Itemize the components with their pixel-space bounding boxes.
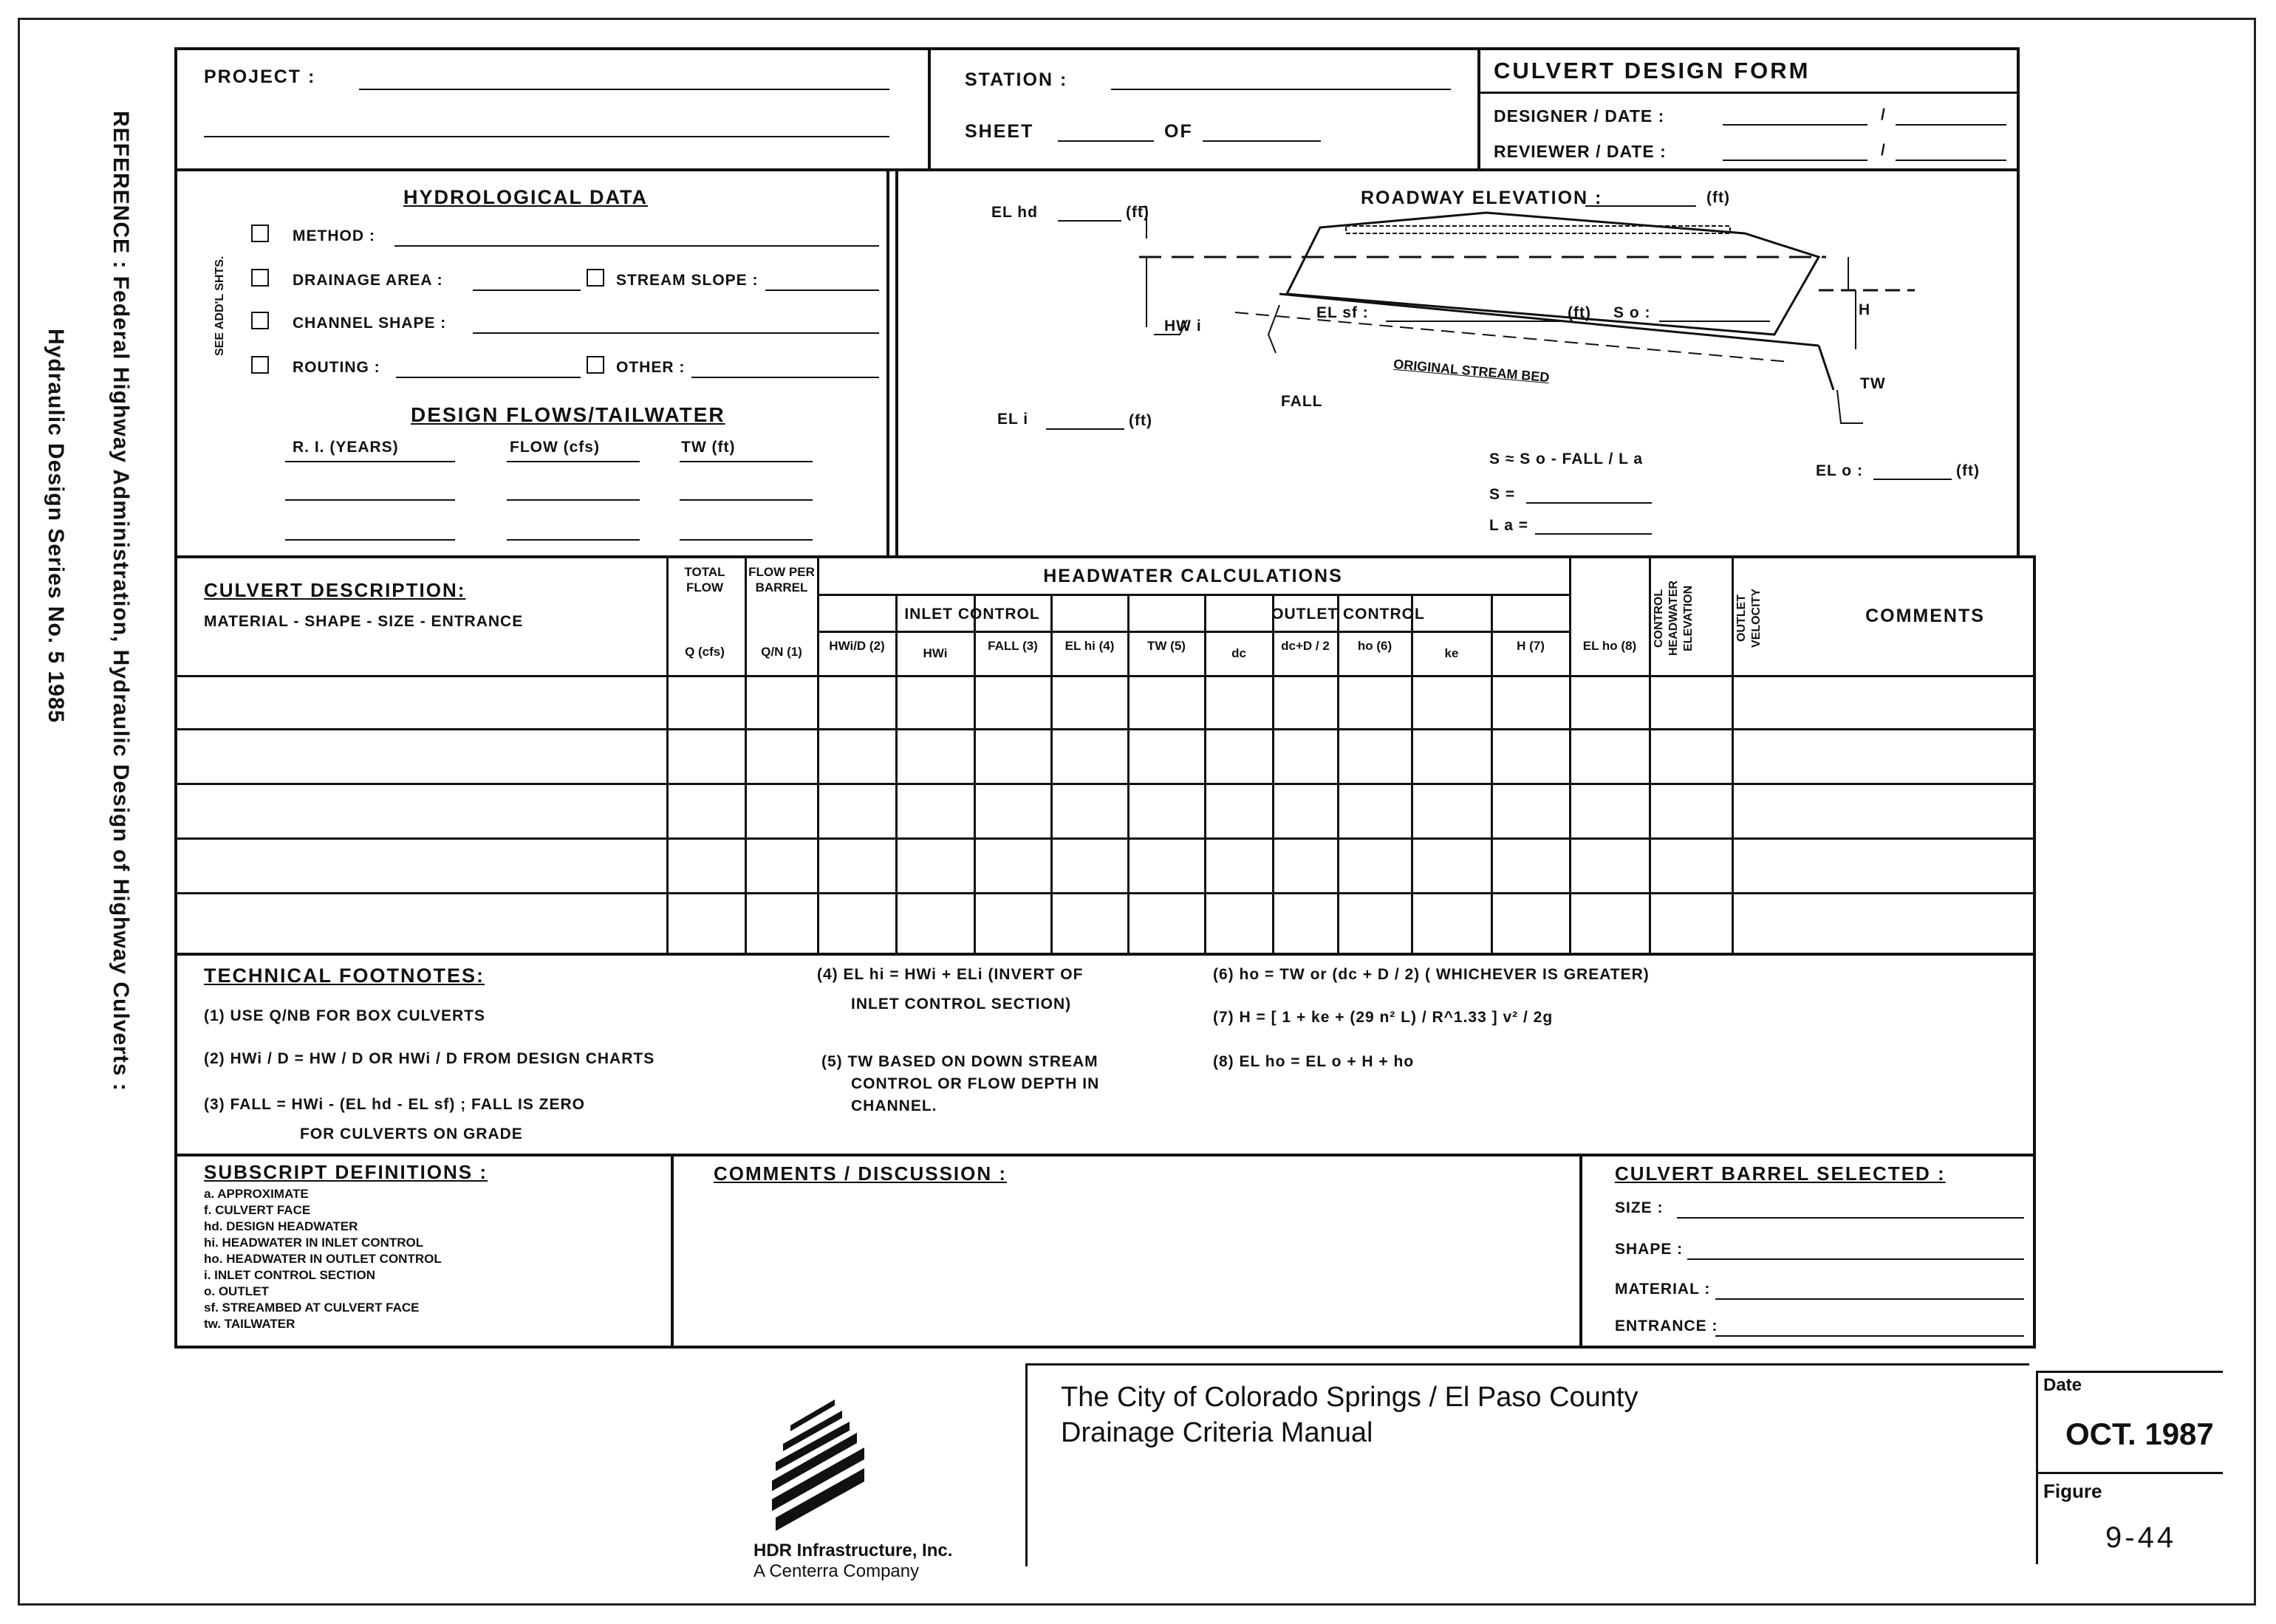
inlet-col-hwi: HWi (923, 646, 948, 660)
subscript-item-4: ho. HEADWATER IN OUTLET CONTROL (204, 1252, 442, 1266)
barrel-material-line[interactable] (1715, 1298, 2024, 1300)
project-label: PROJECT : (204, 66, 316, 87)
reviewer-date-line[interactable] (1896, 160, 2006, 161)
flow-per-barrel-label: FLOW PER BARREL (748, 565, 815, 595)
channel-shape-line[interactable] (473, 332, 879, 334)
other-label: OTHER : (616, 359, 686, 376)
col-divider-h (1491, 594, 1493, 956)
company-name: HDR Infrastructure, Inc. (753, 1541, 953, 1560)
barrel-material-label: MATERIAL : (1615, 1281, 1711, 1298)
sheet-label: SHEET (965, 121, 1034, 142)
col-divider-ho (1337, 594, 1339, 956)
hydrological-title: HYDROLOGICAL DATA (403, 186, 648, 208)
designer-date-line[interactable] (1896, 124, 2006, 126)
outlet-col-dcd: dc+D / 2 (1281, 639, 1330, 653)
inlet-control-title: INLET CONTROL (904, 606, 1040, 623)
culvert-description-title: CULVERT DESCRIPTION: (204, 579, 466, 601)
subscript-item-2: hd. DESIGN HEADWATER (204, 1219, 358, 1233)
outlet-col-ho: ho (6) (1357, 639, 1392, 653)
reference-line-2: Hydraulic Design Series No. 5 1985 (44, 329, 68, 724)
stream-slope-checkbox[interactable] (587, 269, 604, 287)
tw-row-1[interactable] (680, 499, 813, 501)
s-o-line[interactable] (1659, 321, 1770, 322)
footnote-2: (2) HWi / D = HW / D OR HWi / D FROM DESIGN CHARTS (204, 1050, 655, 1067)
table-row-line-3 (174, 837, 2036, 840)
tw-underline (680, 461, 813, 462)
l-eq-line[interactable] (1535, 533, 1652, 535)
drainage-area-label: DRAINAGE AREA : (293, 272, 443, 289)
outlet-control-title: OUTLET CONTROL (1271, 606, 1425, 623)
footnote-5c: CHANNEL. (851, 1097, 937, 1114)
form-title-divider (1477, 92, 2020, 94)
routing-line[interactable] (396, 377, 581, 378)
footnote-1: (1) USE Q/NB FOR BOX CULVERTS (204, 1007, 485, 1024)
col-divider-flow-barrel (745, 555, 747, 956)
headwater-subheader-line (817, 594, 1569, 596)
barrel-selected-title: CULVERT BARREL SELECTED : (1615, 1162, 1946, 1185)
company-sub: A Centerra Company (753, 1561, 920, 1581)
s-o-label: S o : (1613, 304, 1651, 321)
form-title: CULVERT DESIGN FORM (1494, 58, 1811, 83)
other-checkbox[interactable] (587, 356, 604, 374)
reviewer-label: REVIEWER / DATE : (1494, 142, 1667, 161)
col-divider-ke (1411, 594, 1413, 956)
designer-label: DESIGNER / DATE : (1494, 106, 1665, 126)
el-hd-label: EL hd (991, 204, 1038, 221)
barrel-size-line[interactable] (1677, 1217, 2024, 1219)
method-line[interactable] (394, 245, 879, 247)
headwater-calculations-title: HEADWATER CALCULATIONS (1043, 566, 1343, 586)
el-sf-label: EL sf : (1316, 304, 1369, 321)
designer-line[interactable] (1723, 124, 1867, 126)
flow-per-barrel-unit: Q/N (1) (761, 645, 802, 659)
ri-row-1[interactable] (285, 499, 455, 501)
col-divider-dc (1204, 594, 1206, 956)
outlet-col-ke: ke (1444, 646, 1459, 660)
reference-line-1: REFERENCE : Federal Highway Administration, Hydraulic Design of Highway Culverts : (109, 111, 133, 1092)
method-checkbox[interactable] (251, 225, 269, 242)
footnote-3a: (3) FALL = HWi - (EL hd - EL sf) ; FALL IS ZERO (204, 1096, 586, 1113)
col-divider-elhi (1050, 594, 1053, 956)
routing-label: ROUTING : (293, 359, 380, 376)
culvert-design-form (174, 47, 2036, 1340)
total-flow-unit: Q (cfs) (685, 645, 725, 659)
inlet-col-hwid: HWi/D (2) (829, 639, 885, 653)
other-line[interactable] (691, 377, 879, 378)
figure-value: 9-44 (2105, 1521, 2177, 1554)
subscript-definitions-title: SUBSCRIPT DEFINITIONS : (204, 1161, 488, 1183)
fall-label: FALL (1281, 393, 1323, 410)
sheet-line[interactable] (1058, 140, 1154, 142)
roadway-elevation-unit: (ft) (1706, 189, 1730, 206)
stream-slope-label: STREAM SLOPE : (616, 272, 759, 289)
col-divider-tw (1127, 594, 1130, 956)
barrel-size-label: SIZE : (1615, 1199, 1664, 1216)
technical-footnotes-title: TECHNICAL FOOTNOTES: (204, 965, 485, 987)
headwater-col-header-line (817, 631, 1569, 633)
table-row-line-2 (174, 783, 2036, 785)
col-divider-hwi (895, 594, 898, 956)
figure-label: Figure (2043, 1480, 2102, 1502)
total-flow-label: TOTAL FLOW (684, 565, 725, 595)
footnote-6: (6) ho = TW or (dc + D / 2) ( WHICHEVER IS GREATER) (1213, 966, 1650, 983)
outlet-col-tw: TW (5) (1147, 639, 1186, 653)
date-label: Date (2043, 1375, 2082, 1395)
footnote-5a: (5) TW BASED ON DOWN STREAM (821, 1053, 1098, 1070)
col-divider-velocity (1732, 555, 1734, 956)
s-eq-label: S = (1489, 486, 1516, 503)
station-label: STATION : (965, 69, 1068, 90)
ri-row-2[interactable] (285, 539, 455, 541)
project-line-1[interactable] (359, 89, 889, 90)
el-sf-unit: (ft) (1568, 304, 1591, 321)
hw-i-label: HW i (1164, 318, 1202, 335)
project-line-2[interactable] (204, 136, 889, 137)
original-stream-bed-label: ORIGINAL STREAM BED (1392, 356, 1551, 386)
barrel-shape-label: SHAPE : (1615, 1241, 1684, 1258)
flow-underline (507, 461, 640, 462)
routing-checkbox[interactable] (251, 356, 269, 374)
subscript-item-7: sf. STREAMBED AT CULVERT FACE (204, 1301, 420, 1315)
barrel-entrance-label: ENTRANCE : (1615, 1318, 1718, 1335)
outlet-col-dc: dc (1231, 646, 1246, 660)
table-row-line-4 (174, 892, 2036, 894)
inlet-col-fall: FALL (3) (988, 639, 1038, 653)
el-o-line[interactable] (1873, 479, 1952, 480)
of-line[interactable] (1203, 140, 1321, 142)
designer-slash: / (1881, 106, 1886, 123)
table-header-bottom (174, 675, 2036, 677)
footnote-8: (8) EL ho = EL o + H + ho (1213, 1053, 1415, 1070)
subscript-item-8: tw. TAILWATER (204, 1317, 295, 1331)
outlet-col-h: H (7) (1517, 639, 1545, 653)
footnote-4a: (4) EL hi = HWi + ELi (INVERT OF (817, 966, 1084, 983)
col-ri-label: R. I. (YEARS) (293, 439, 399, 456)
outlet-col-elho: EL ho (8) (1582, 639, 1637, 653)
material-line-label: MATERIAL - SHAPE - SIZE - ENTRANCE (204, 613, 524, 630)
subscript-item-5: i. INLET CONTROL SECTION (204, 1268, 376, 1282)
channel-shape-label: CHANNEL SHAPE : (293, 315, 447, 332)
col-divider-total-flow (666, 555, 669, 956)
footer-title-line-1: The City of Colorado Springs / El Paso County (1061, 1382, 1638, 1413)
subscript-item-3: hi. HEADWATER IN INLET CONTROL (204, 1236, 424, 1250)
design-flows-title: DESIGN FLOWS/TAILWATER (411, 403, 725, 426)
el-o-unit: (ft) (1956, 462, 1980, 479)
footnote-3b: FOR CULVERTS ON GRADE (300, 1126, 523, 1142)
el-sf-line[interactable] (1386, 321, 1563, 322)
el-o-label: EL o : (1816, 462, 1863, 479)
tw-diagram-label: TW (1860, 375, 1886, 392)
of-label: OF (1164, 121, 1193, 142)
ri-underline (285, 461, 455, 462)
s-eq-line[interactable] (1526, 502, 1652, 504)
subscript-item-1: f. CULVERT FACE (204, 1203, 311, 1217)
footnote-5b: CONTROL OR FLOW DEPTH IN (851, 1075, 1100, 1092)
footnote-4b: INLET CONTROL SECTION) (851, 996, 1072, 1013)
flow-row-2[interactable] (507, 539, 640, 541)
inlet-col-elhi: EL hi (4) (1064, 639, 1115, 653)
el-i-label: EL i (997, 411, 1029, 428)
l-eq-label: L a = (1489, 517, 1529, 534)
col-flow-label: FLOW (cfs) (510, 439, 600, 456)
stream-slope-line[interactable] (765, 289, 879, 291)
tw-row-2[interactable] (680, 539, 813, 541)
el-hd-line[interactable] (1058, 220, 1121, 222)
drainage-area-checkbox[interactable] (251, 269, 269, 287)
el-i-unit: (ft) (1129, 412, 1152, 429)
see-addl-sheets: SEE ADD'L SHTS. (213, 256, 226, 356)
date-value: OCT. 1987 (2065, 1416, 2214, 1451)
drainage-area-line[interactable] (473, 289, 581, 291)
table-row-line-1 (174, 728, 2036, 730)
barrel-entrance-line[interactable] (1715, 1335, 2024, 1337)
col-divider-dcd (1272, 594, 1274, 956)
col-tw-label: TW (ft) (681, 439, 736, 456)
reviewer-line[interactable] (1723, 160, 1867, 161)
el-hd-unit: (ft) (1126, 204, 1149, 221)
comments-discussion-title: COMMENTS / DISCUSSION : (714, 1162, 1008, 1185)
footnote-7: (7) H = [ 1 + ke + (29 n² L) / R^1.33 ] v² / 2g (1213, 1009, 1554, 1026)
method-label: METHOD : (293, 227, 375, 244)
roadway-elevation-label: ROADWAY ELEVATION : (1361, 188, 1603, 208)
subscript-item-0: a. APPROXIMATE (204, 1187, 309, 1201)
station-line[interactable] (1111, 89, 1451, 90)
barrel-shape-line[interactable] (1687, 1258, 2024, 1260)
col-divider-fall (974, 594, 976, 956)
col-divider-elho (1569, 555, 1571, 956)
el-i-line[interactable] (1046, 428, 1124, 430)
comments-col-label: COMMENTS (1865, 606, 1985, 626)
reviewer-slash: / (1881, 142, 1886, 159)
h-label: H (1859, 301, 1871, 318)
subscript-item-6: o. OUTLET (204, 1284, 269, 1298)
channel-shape-checkbox[interactable] (251, 312, 269, 329)
control-headwater-elevation-label: CONTROL HEADWATER ELEVATION (1653, 580, 1695, 656)
station-box (928, 47, 1480, 171)
footer-title-line-2: Drainage Criteria Manual (1061, 1417, 1373, 1448)
hdr-logo-icon (753, 1381, 872, 1551)
outlet-velocity-label: OUTLET VELOCITY (1735, 589, 1763, 648)
s-formula: S ≈ S o - FALL / L a (1489, 450, 1644, 467)
flow-row-1[interactable] (507, 499, 640, 501)
col-divider-control (1649, 555, 1651, 956)
